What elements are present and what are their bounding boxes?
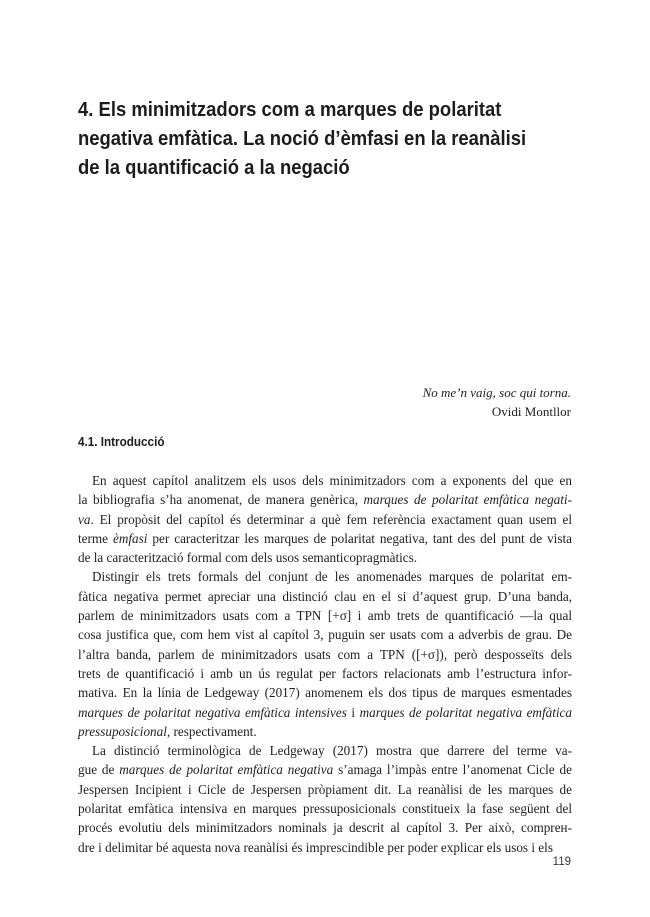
text-line	[78, 490, 572, 509]
text-line	[78, 703, 572, 722]
text-line	[78, 780, 572, 799]
page-number: 119	[552, 856, 571, 868]
italic-term: pressuposicional	[78, 723, 167, 739]
section-heading: 4.1. Introducció	[78, 434, 165, 449]
text-line	[78, 683, 572, 702]
text-run: s’amaga l’impàs entre l’anomenat Cicle de	[333, 762, 572, 778]
text-line	[78, 838, 572, 857]
text-line	[78, 760, 572, 779]
epigraph-quote: No me’n vaig, soc qui torna.	[422, 385, 571, 400]
text-line	[78, 510, 572, 529]
text-run: , respectivament.	[166, 723, 257, 739]
epigraph-author: Ovidi Montllor	[491, 404, 571, 419]
italic-term: èmfasi	[113, 530, 148, 546]
text-run: la bibliografia s’ha anomenat, de manera genèrica,	[78, 492, 364, 508]
text-run: procés evolutiu dels minimitzadors nominals ja descrit al capítol 3. Per això, comprен-	[78, 820, 572, 836]
italic-term: marques de polaritat negativa emfàtica	[359, 704, 572, 720]
text-run: Distingir els trets formals del conjunt de les anomenades marques de polaritat em-	[92, 569, 572, 585]
text-line	[78, 529, 572, 548]
text-run: de la caracterització formal com dels usos semanticopragmàtics.	[78, 550, 418, 566]
chapter-title-line: 4. Els minimitzadors com a marques de polaritat	[78, 98, 502, 121]
text-line	[78, 471, 572, 490]
text-run: trets de quantificació i amb un ús regulat per factors relacionats amb l’estructura infor-	[78, 665, 572, 681]
chapter-title-line: negativa emfàtica. La noció d’èmfasi en la reanàlisi	[78, 127, 527, 150]
chapter-title	[78, 95, 546, 182]
body-paragraph	[78, 567, 572, 741]
text-line	[78, 587, 572, 606]
italic-term: marques de polaritat negativa emfàtica intensives	[78, 704, 347, 720]
text-run: i	[346, 704, 360, 720]
text-line	[78, 799, 572, 818]
text-run: En aquest capítol analitzem els usos dels minimitzadors com a exponents del que en	[92, 473, 572, 488]
text-run: dre i delimitar bé aquesta nova reanàlisi és imprescindible per poder explicar els usos i els	[78, 839, 553, 855]
text-run: Jespersen Incipient i Cicle de Jespersen pròpiament dit. La reanàlisi de les marques de	[78, 781, 572, 797]
text-line	[78, 567, 572, 586]
chapter-title-line: de la quantificació a la negació	[78, 156, 350, 179]
text-line	[78, 645, 572, 664]
text-run: l’altra banda, parlem de minimitzadors usats com a TPN ([+σ]), però desposseïts dels	[78, 646, 572, 662]
epigraph	[423, 383, 571, 421]
text-line	[78, 818, 572, 837]
text-line	[78, 548, 572, 567]
text-run: polaritat emfàtica intensiva en marques pressuposicionals constitueix la fase següent del	[78, 801, 572, 817]
body-text	[78, 471, 572, 857]
italic-term: marques de polaritat emfàtica negati-	[363, 492, 572, 508]
body-paragraph	[78, 471, 572, 567]
text-line	[78, 664, 572, 683]
text-run: . El propòsit del capítol és determinar a què fem referència exactament quan usem el	[90, 511, 572, 527]
text-line	[78, 625, 572, 644]
text-run: gue de	[78, 762, 120, 778]
italic-term: va	[78, 511, 91, 527]
text-run: per caracteritzar les marques de polaritat negativa, tant des del punt de vista	[147, 530, 572, 546]
text-run: fàtica negativa permet apreciar una distinció clau en el si d’aquest grup. D’una banda,	[78, 588, 572, 604]
text-line	[78, 722, 572, 741]
text-run: parlem de minimitzadors usats com a TPN [+σ] i amb trets de quantificació —la qual	[78, 608, 572, 624]
text-line	[78, 606, 572, 625]
text-line	[78, 741, 572, 760]
text-run: La distinció terminològica de Ledgeway (2017) mostra que darrere del terme va-	[92, 743, 572, 759]
italic-term: marques de polaritat emfàtica negativa	[119, 762, 334, 778]
text-run: mativa. En la línia de Ledgeway (2017) anomenem els dos tipus de marques esmentades	[78, 685, 572, 701]
text-run: cosa justifica que, com hem vist al capítol 3, puguin ser usats com a adverbis de grau. De	[78, 627, 572, 643]
text-run: terme	[78, 530, 113, 546]
body-paragraph	[78, 741, 572, 857]
